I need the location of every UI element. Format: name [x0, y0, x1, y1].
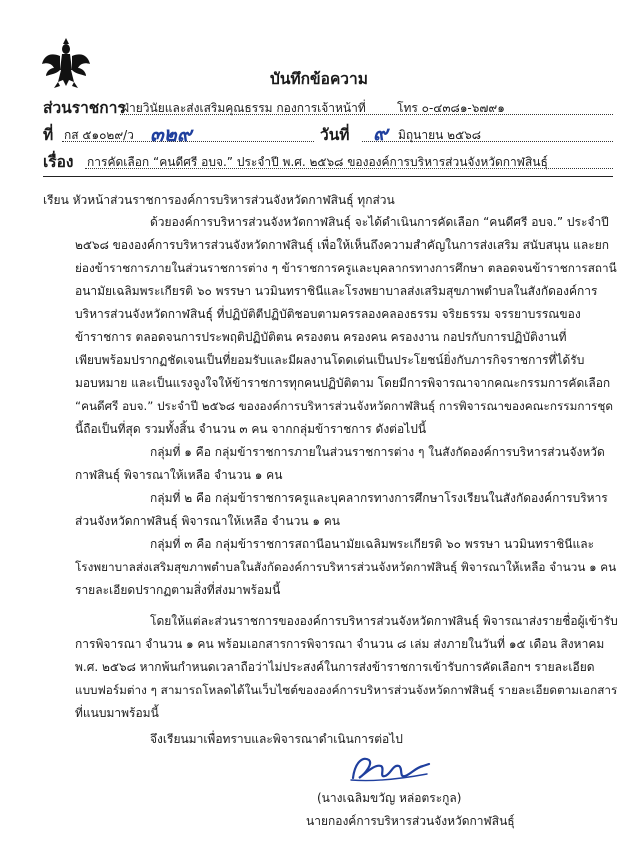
subject-label: เรื่อง — [43, 153, 74, 171]
date-day-handwritten: ๙ — [373, 121, 388, 145]
body-line: พ.ศ. ๒๕๖๘ หากพ้นกำหนดเวลาถือว่าไม่ประสงค์ในการส่งข้าราชการเข้ารับการคัดเลือกฯ รายละเอียด — [75, 660, 595, 674]
body-line: อนามัยเฉลิมพระเกียรติ ๖๐ พรรษา นวมินทราชินีและโรงพยาบาลส่งเสริมสุขภาพตำบลในสังกัดองค์การ — [75, 284, 598, 298]
body-line: โดยให้แต่ละส่วนราชการขององค์การบริหารส่วนจังหวัดกาฬสินธุ์ พิจารณาส่งรายชื่อผู้เข้ารับ — [150, 614, 618, 628]
body-line: ที่แนบมาพร้อมนี้ — [75, 706, 159, 720]
group-1-line: กาฬสินธุ์ พิจารณาให้เหลือ จำนวน ๑ คน — [75, 468, 283, 482]
date-label: วันที่ — [320, 126, 350, 144]
ref-dotted-line — [62, 141, 314, 142]
subject-dotted-line — [85, 168, 613, 169]
ref-value: กส ๕๑๐๒๙/ว — [64, 128, 134, 142]
body-line: “คนดีศรี อบจ.” ประจำปี ๒๕๖๘ ขององค์การบริหารส่วนจังหวัดกาฬสินธุ์ การพิจารณาของคณะกรรมการชุด — [75, 399, 613, 413]
group-2-line: ส่วนจังหวัดกาฬสินธุ์ พิจารณาให้เหลือ จำนวน ๑ คน — [75, 514, 341, 528]
body-line: ด้วยองค์การบริหารส่วนจังหวัดกาฬสินธุ์ จะได้ดำเนินการคัดเลือก “คนดีศรี อบจ.” ประจำปี — [150, 215, 609, 229]
garuda-emblem-icon — [40, 34, 92, 92]
group-3-line: กลุ่มที่ ๓ คือ กลุ่มข้าราชการสถานีอนามัยเฉลิมพระเกียรติ ๖๐ พรรษา นวมินทราชินีและ — [150, 537, 595, 551]
date-dotted-line — [362, 141, 613, 142]
body-line: เพียบพร้อมปรากฏชัดเจนเป็นที่ยอมรับและมีผลงานโดดเด่นเป็นประโยชน์ยิ่งกับภารกิจราชการที่ได้รับ — [75, 353, 585, 367]
memo-title: บันทึกข้อความ — [270, 70, 368, 88]
date-rest: มิถุนายน ๒๕๖๘ — [398, 128, 482, 142]
group-1-line: กลุ่มที่ ๑ คือ กลุ่มข้าราชการภายในส่วนราชการต่าง ๆ ในสังกัดองค์การบริหารส่วนจังหวัด — [150, 445, 605, 459]
signatory-name: (นางเฉลิมขวัญ หล่อตระกูล) — [317, 791, 462, 805]
header-divider — [43, 176, 613, 177]
body-line: บริหารส่วนจังหวัดกาฬสินธุ์ ที่ปฏิบัติตีปฏิบัติชอบตามครรลองคลองธรรม จริยธรรม จรรยาบรรณของ — [75, 307, 581, 321]
ref-number-handwritten: ๓๒๙ — [150, 122, 192, 146]
group-3-line: รายละเอียดปรากฏตามสิ่งที่ส่งมาพร้อมนี้ — [75, 583, 281, 597]
body-line: แบบฟอร์มต่าง ๆ สามารถโหลดได้ในเว็บไซต์ขององค์การบริหารส่วนจังหวัดกาฬสินธุ์ รายละเอียดตามเอกสาร — [75, 683, 618, 697]
agency-label: ส่วนราชการ — [43, 99, 126, 117]
body-line: ข้าราชการ ตลอดจนการประพฤติปฏิบัติตน ครองตน ครองคน ครองงาน กอปรกับการปฏิบัติงานที่ — [75, 330, 567, 344]
handwritten-signature-icon — [345, 752, 435, 786]
phone-number: โทร ๐-๔๓๘๑-๖๗๙๑ — [397, 101, 505, 115]
agency-dotted-line — [120, 114, 613, 115]
signatory-position: นายกองค์การบริหารส่วนจังหวัดกาฬสินธุ์ — [306, 814, 515, 828]
group-2-line: กลุ่มที่ ๒ คือ กลุ่มข้าราชการครูและบุคลากรทางการศึกษาโรงเรียนในสังกัดองค์การบริหาร — [150, 491, 608, 505]
group-3-line: โรงพยาบาลส่งเสริมสุขภาพตำบลในสังกัดองค์การบริหารส่วนจังหวัดกาฬสินธุ์ พิจารณาให้เหลือ จำนวน ๑ คน — [75, 560, 617, 574]
body-line: มอบหมาย และเป็นแรงจูงใจให้ข้าราชการทุกคนปฏิบัติตาม โดยมีการพิจารณาจากคณะกรรมการคัดเลือก — [75, 376, 611, 390]
ref-label: ที่ — [43, 126, 54, 144]
body-line: นี้ถือเป็นที่สุด รวมทั้งสิ้น จำนวน ๓ คน จากกลุ่มข้าราชการ ดังต่อไปนี้ — [75, 422, 427, 436]
body-line: การพิจารณา จำนวน ๑ คน พร้อมเอกสารการพิจารณา จำนวน ๘ เล่ม ส่งภายในวันที่ ๑๕ เดือน สิงหาคม — [75, 637, 605, 651]
subject-value: การคัดเลือก “คนดีศรี อบจ.” ประจำปี พ.ศ. ๒๕๖๘ ขององค์การบริหารส่วนจังหวัดกาฬสินธุ์ — [87, 155, 548, 169]
closing-line: จึงเรียนมาเพื่อทราบและพิจารณาดำเนินการต่อไป — [150, 732, 403, 746]
agency-value: ฝ่ายวินัยและส่งเสริมคุณธรรม กองการเจ้าหน้าที่ — [122, 101, 366, 115]
body-line: ๒๕๖๘ ขององค์การบริหารส่วนจังหวัดกาฬสินธุ์ เพื่อให้เห็นถึงความสำคัญในการส่งเสริม สนับสนุน และยก — [75, 238, 609, 252]
salutation: เรียน หัวหน้าส่วนราชการองค์การบริหารส่วนจังหวัดกาฬสินธุ์ ทุกส่วน — [43, 193, 395, 207]
body-line: ย่องข้าราชการภายในส่วนราชการต่าง ๆ ข้าราชการครูและบุคลากรทางการศึกษา ตลอดจนข้าราชการสถานี — [75, 261, 617, 275]
